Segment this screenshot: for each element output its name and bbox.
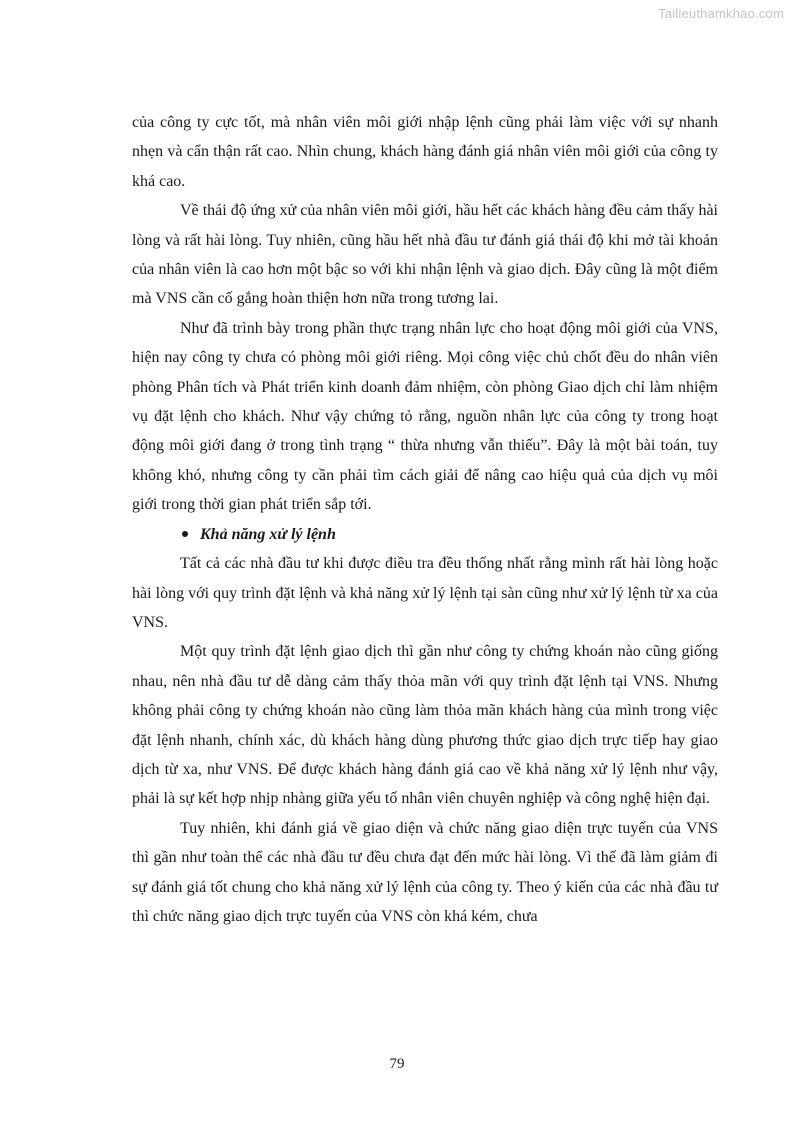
watermark-text: Tailieuthamkhao.com [658,6,784,21]
paragraph-1: của công ty cực tốt, mà nhân viên môi giới nhập lệnh cũng phải làm việc với sự nhanh nhẹn và cẩn thận rất cao. Nhìn chung, khách hàng đánh giá nhân viên môi giới của công ty khá cao. [132,114,718,190]
paragraph-3: Như đã trình bày trong phần thực trạng nhân lực cho hoạt động môi giới của VNS, hiện nay công ty chưa có phòng môi giới riêng. Mọi công việc chủ chốt đều do nhân viên phòng Phân tích và Phát triển kinh doanh đảm nhiệm, còn phòng Giao dịch chỉ làm nhiệm vụ đặt lệnh cho khách. Như vậy chứng tỏ rằng, nguồn nhân lực của công ty trong hoạt động môi giới đang ở trong tình trạng “ thừa nhưng vẫn thiếu”. Đây là một bài toán, tuy không khó, nhưng công ty cần phải tìm cách giải để nâng cao hiệu quả của dịch vụ môi giới trong thời gian phát triển sắp tới. [132,319,718,514]
section-heading-label: Khả năng xử lý lệnh [200,525,336,543]
bullet-icon [182,531,188,537]
paragraph-4: Tất cả các nhà đầu tư khi được điều tra đều thống nhất rằng mình rất hài lòng hoặc hài lòng với quy trình đặt lệnh và khả năng xử lý lệnh tại sàn cũng như xử lý lệnh từ xa của VNS. [132,555,718,631]
page-number: 79 [389,1056,405,1072]
paragraph-6: Tuy nhiên, khi đánh giá về giao diện và chức năng giao diện trực tuyến của VNS thì gần như toàn thể các nhà đầu tư đều chưa đạt đến mức hài lòng. Vì thế đã làm giảm đi sự đánh giá tốt chung cho khả năng xử lý lệnh của công ty. Theo ý kiến của các nhà đầu tư thì chức năng giao dịch trực tuyến của VNS còn khá kém, chưa [132,819,718,925]
paragraph-2: Về thái độ ứng xử của nhân viên môi giới, hầu hết các khách hàng đều cảm thấy hài lòng và rất hài lòng. Tuy nhiên, cũng hầu hết nhà đầu tư đánh giá thái độ khi mở tài khoản của nhân viên là cao hơn một bậc so với khi nhận lệnh và giao dịch. Đây cũng là một điểm mà VNS cần cố gắng hoàn thiện hơn nữa trong tương lai. [132,202,718,308]
document-body [132,108,718,931]
paragraph-5: Một quy trình đặt lệnh giao dịch thì gần như công ty chứng khoán nào cũng giống nhau, nên nhà đầu tư dễ dàng cảm thấy thỏa mãn với quy trình đặt lệnh tại VNS. Nhưng không phải công ty chứng khoán nào cũng làm thỏa mãn khách hàng của mình trong việc đặt lệnh nhanh, chính xác, dù khách hàng dùng phương thức giao dịch trực tiếp hay giao dịch từ xa, như VNS. Để được khách hàng đánh giá cao về khả năng xử lý lệnh như vậy, phải là sự kết hợp nhịp nhàng giữa yếu tố nhân viên chuyên nghiệp và công nghệ hiện đại. [132,643,718,808]
section-heading [132,520,718,549]
